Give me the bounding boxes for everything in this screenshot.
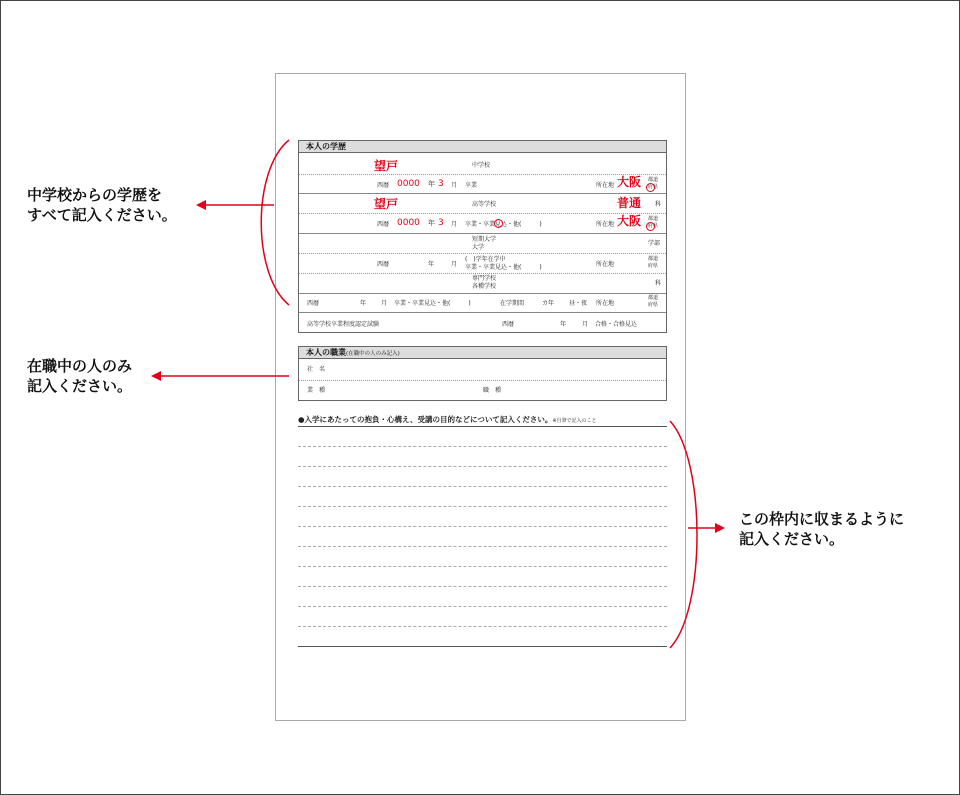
graduation-year: 0000 xyxy=(397,218,420,228)
years-label: カ年 xyxy=(542,300,555,307)
graduation-month: 3 xyxy=(438,179,444,189)
education-note-line-1: 中学校からの学歴を xyxy=(27,186,163,204)
month-label: 月 xyxy=(381,300,388,307)
graduation-status: 卒業 xyxy=(465,182,478,189)
high-school-name: 望戸 xyxy=(374,197,399,211)
era-label: 西暦 xyxy=(502,321,515,328)
writing-line xyxy=(298,426,667,427)
prefecture-circle-mark xyxy=(646,183,655,192)
statement-note-line-1: この枠内に収まるように xyxy=(739,510,905,528)
enrollment-status: ( )学年在学中 xyxy=(465,256,506,263)
employment-header xyxy=(299,347,666,359)
writing-line xyxy=(298,466,667,467)
writing-line xyxy=(298,626,667,627)
education-header: 本人の学歴 xyxy=(299,141,666,153)
statement-title-note: ※自筆で記入のこと xyxy=(552,418,597,424)
statement-title xyxy=(298,415,597,426)
day-night-label: 昼・夜 xyxy=(569,300,588,307)
writing-line xyxy=(298,646,667,647)
writing-line xyxy=(298,606,667,607)
month-label: 月 xyxy=(582,321,589,328)
era-label: 西暦 xyxy=(377,261,390,268)
year-label: 年 xyxy=(360,300,367,307)
prefecture-suffix-top: 都道 xyxy=(648,256,659,262)
statement-note-line-2: 記入ください。 xyxy=(739,530,845,548)
equivalency-exam-label: 高等学校卒業程度認定試験 xyxy=(307,321,380,328)
employment-table xyxy=(298,346,667,401)
employment-header-note: (在職中の人のみ記入) xyxy=(346,351,400,357)
university-label: 大学 xyxy=(472,244,485,251)
employment-header-title: 本人の職業 xyxy=(306,348,346,357)
course-suffix: 科 xyxy=(655,280,662,287)
job-type-label: 職 種 xyxy=(483,387,502,394)
industry-label: 業 種 xyxy=(307,387,326,394)
employment-note-line-1: 在職中の人のみ xyxy=(27,357,133,375)
row-divider xyxy=(299,193,666,194)
misc-school-label: 各種学校 xyxy=(472,283,497,290)
company-name-label: 社 名 xyxy=(307,366,326,373)
prefecture-value: 大阪 xyxy=(617,175,642,189)
era-label: 西暦 xyxy=(377,221,390,228)
prefecture-suffix-top: 都道 xyxy=(648,177,659,183)
course-suffix: 科 xyxy=(655,201,662,208)
year-label: 年 xyxy=(428,261,435,268)
row-divider xyxy=(299,213,666,214)
prefecture-suffix-bottom: 府県 xyxy=(648,263,659,269)
junior-college-label: 短期大学 xyxy=(472,236,497,243)
faculty-suffix: 学部 xyxy=(648,240,661,247)
statement-bracket xyxy=(670,421,697,648)
location-label: 所在地 xyxy=(596,221,615,228)
junior-high-school-name: 望戸 xyxy=(374,159,399,173)
course-value: 普通 xyxy=(617,196,642,210)
row-divider xyxy=(299,293,666,294)
prefecture-suffix-top: 都道 xyxy=(648,216,659,222)
writing-line xyxy=(298,526,667,527)
prefecture-suffix-bottom: 府県 xyxy=(648,184,659,190)
row-divider xyxy=(299,174,666,175)
graduation-year: 0000 xyxy=(397,179,420,189)
employment-arrow-head xyxy=(151,371,161,381)
high-school-label: 高等学校 xyxy=(472,201,497,208)
prefecture-suffix-bottom: 府県 xyxy=(648,223,659,229)
row-divider xyxy=(299,253,666,254)
prefecture-value: 大阪 xyxy=(617,214,642,228)
writing-line xyxy=(298,446,667,447)
month-label: 月 xyxy=(451,182,458,189)
prefecture-circle-mark xyxy=(646,222,655,231)
writing-line xyxy=(298,566,667,567)
statement-arrow-head xyxy=(715,523,725,533)
location-label: 所在地 xyxy=(596,182,615,189)
graduation-status: 卒業・卒業見込・他( ) xyxy=(394,300,471,307)
month-label: 月 xyxy=(451,261,458,268)
era-label: 西暦 xyxy=(377,182,390,189)
prefecture-suffix-bottom: 府県 xyxy=(648,302,659,308)
status-circle-mark xyxy=(494,219,503,228)
graduation-status: 卒業・卒業見込・他( ) xyxy=(465,221,542,228)
education-note-line-2: すべて記入ください。 xyxy=(27,206,177,224)
year-label: 年 xyxy=(428,219,435,227)
month-label: 月 xyxy=(451,221,458,228)
graduation-month: 3 xyxy=(438,218,444,228)
enrollment-period-label: 在学期間 xyxy=(500,300,525,307)
location-label: 所在地 xyxy=(596,261,615,268)
row-divider xyxy=(299,312,666,313)
education-table xyxy=(298,140,667,333)
statement-title-text: ●入学にあたっての抱負・心構え、受講の目的などについて記入ください。 xyxy=(298,415,553,424)
junior-high-school-label: 中学校 xyxy=(472,162,491,169)
vocational-school-label: 専門学校 xyxy=(472,275,497,282)
education-arrow-head xyxy=(196,200,206,210)
era-label: 西暦 xyxy=(307,300,320,307)
year-label: 年 xyxy=(428,180,435,188)
graduation-status: 卒業・卒業見込・他( ) xyxy=(465,264,542,271)
writing-line xyxy=(298,586,667,587)
row-divider xyxy=(299,273,666,274)
prefecture-suffix-top: 都道 xyxy=(648,295,659,301)
education-bracket xyxy=(261,140,289,305)
employment-note-line-2: 記入ください。 xyxy=(27,377,133,395)
year-label: 年 xyxy=(560,321,567,328)
location-label: 所在地 xyxy=(596,300,615,307)
row-divider xyxy=(299,380,666,381)
writing-line xyxy=(298,486,667,487)
writing-line xyxy=(298,546,667,547)
exam-result-label: 合格・合格見込 xyxy=(595,321,638,328)
writing-line xyxy=(298,506,667,507)
row-divider xyxy=(299,233,666,234)
